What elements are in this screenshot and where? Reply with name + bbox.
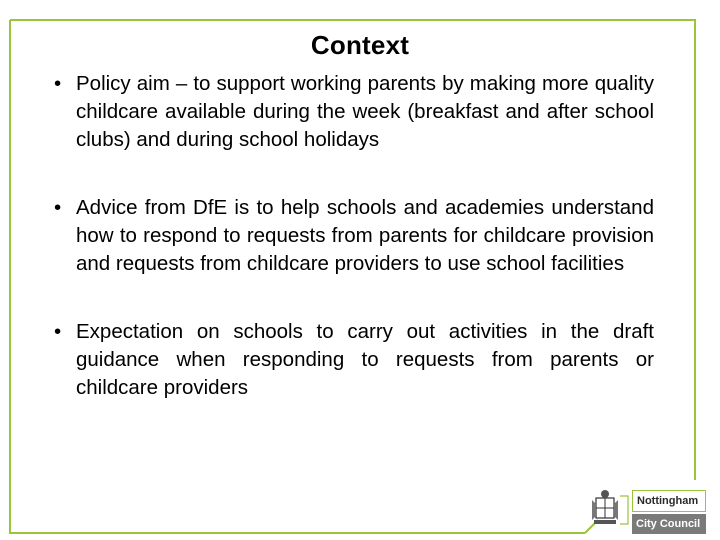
logo-line-nottingham: Nottingham [632, 490, 706, 512]
coat-of-arms-icon [590, 488, 630, 530]
bullet-item [50, 318, 654, 402]
logo-line-city-council: City Council [632, 514, 706, 534]
bullet-marker: • [54, 196, 62, 219]
bullet-marker: • [54, 320, 62, 343]
bullet-text: Advice from DfE is to help schools and academies understand how to respond to requests from parents for childcare provision and requests from childcare providers to use school facilities [76, 196, 654, 275]
bullet-marker: • [54, 72, 62, 95]
bullet-item [50, 70, 654, 154]
bullet-text: Policy aim – to support working parents by making more quality childcare available during the week (breakfast and after school clubs) and during school holidays [76, 72, 654, 151]
bullet-item [50, 194, 654, 278]
bullet-list [50, 70, 654, 442]
nottingham-city-council-logo [590, 488, 708, 530]
slide-title: Context [310, 30, 410, 60]
bullet-text: Expectation on schools to carry out activities in the draft guidance when responding to requests from parents or childcare providers [76, 320, 654, 399]
